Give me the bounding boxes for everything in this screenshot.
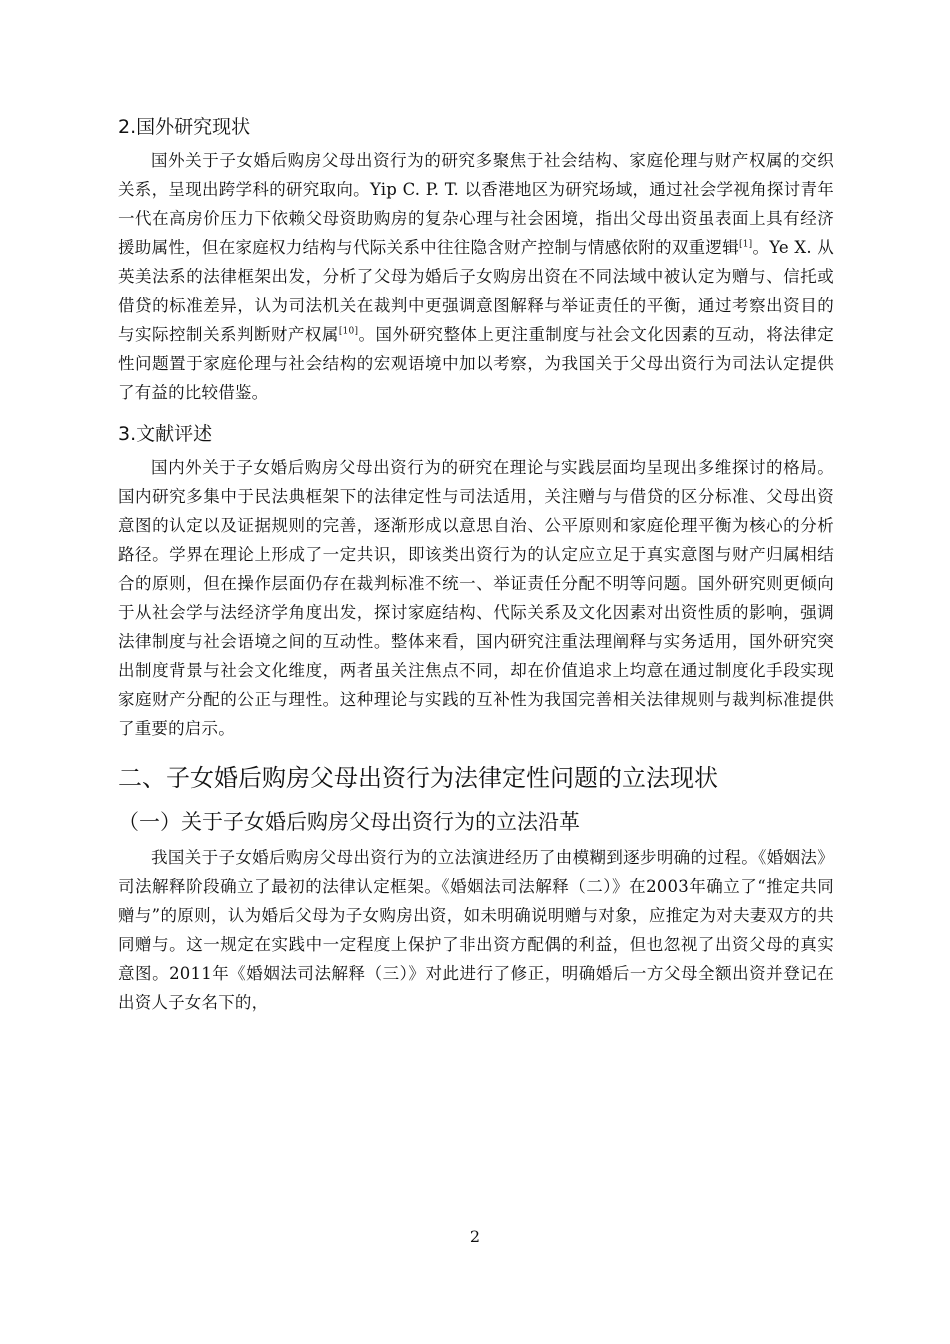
section-heading-literature-review: 3.文献评述 <box>118 423 213 445</box>
paragraph-literature-review: 国内外关于子女婚后购房父母出资行为的研究在理论与实践层面均呈现出多维探讨的格局。国内研究多集中于民法典框架下的法律定性与司法适用，关注赠与与借贷的区分标准、父母出资意图的认定以及证据规则的完善，逐渐形成以意思自治、公平原则和家庭伦理平衡为核心的分析路径。学界在理论上形成了一定共识，即该类出资行为的认定应立足于真实意图与财产归属相结合的原则，但在操作层面仍存在裁判标准不统一、举证责任分配不明等问题。国外研究则更倾向于从社会学与法经济学角度出发，探讨家庭结构、代际关系及文化因素对出资性质的影响，强调法律制度与社会语境之间的互动性。整体来看，国内研究注重法理阐释与实务适用，国外研究突出制度背景与社会文化维度，两者虽关注焦点不同，却在价值追求上均意在通过制度化手段实现家庭财产分配的公正与理性。这种理论与实践的互补性为我国完善相关法律规则与裁判标准提供了重要的启示。 <box>118 458 834 738</box>
paragraph-text: 。国外研究整体上更注重制度与社会文化因素的互动，将法律定性问题置于家庭伦理与社会结构的宏观语境中加以考察，为我国关于父母出资行为司法认定提供了有益的比较借鉴。 <box>118 325 834 402</box>
chapter-heading: 二、子女婚后购房父母出资行为法律定性问题的立法现状 <box>118 764 718 792</box>
paragraph-foreign-research <box>118 146 834 407</box>
paragraph-text: 。Ye X. 从英美法系的法律框架出发，分析了父母为婚后子女购房出资在不同法域中被认定为赠与、信托或借贷的标准差异，认为司法机关在裁判中更强调意图解释与举证责任的平衡，通过考察出资目的与实际控制关系判断财产权属 <box>118 238 834 344</box>
section-heading-foreign-research: 2.国外研究现状 <box>118 116 251 138</box>
citation-marker: [1] <box>739 239 753 250</box>
subchapter-heading: （一）关于子女婚后购房父母出资行为的立法沿革 <box>118 810 580 834</box>
paragraph-legislative-history: 我国关于子女婚后购房父母出资行为的立法演进经历了由模糊到逐步明确的过程。《婚姻法》司法解释阶段确立了最初的法律认定框架。《婚姻法司法解释（二）》在2003年确立了“推定共同赠与”的原则，认为婚后父母为子女购房出资，如未明确说明赠与对象，应推定为对夫妻双方的共同赠与。这一规定在实践中一定程度上保护了非出资方配偶的利益，但也忽视了出资父母的真实意图。2011年《婚姻法司法解释（三）》对此进行了修正，明确婚后一方父母全额出资并登记在出资人子女名下的， <box>118 848 834 1012</box>
paragraph-text: 国外关于子女婚后购房父母出资行为的研究多聚焦于社会结构、家庭伦理与财产权属的交织关系，呈现出跨学科的研究取向。Yip C. P. T. 以香港地区为研究场域，通过社会学视角探讨青年一代在高房价压力下依赖父母资助购房的复杂心理与社会困境，指出父母出资虽表面上具有经济援助属性，但在家庭权力结构与代际关系中往往隐含财产控制与情感依附的双重逻辑 <box>118 151 834 257</box>
page-number: 2 <box>469 1227 481 1246</box>
page-content <box>118 112 834 1029</box>
citation-marker: [10] <box>338 326 359 337</box>
